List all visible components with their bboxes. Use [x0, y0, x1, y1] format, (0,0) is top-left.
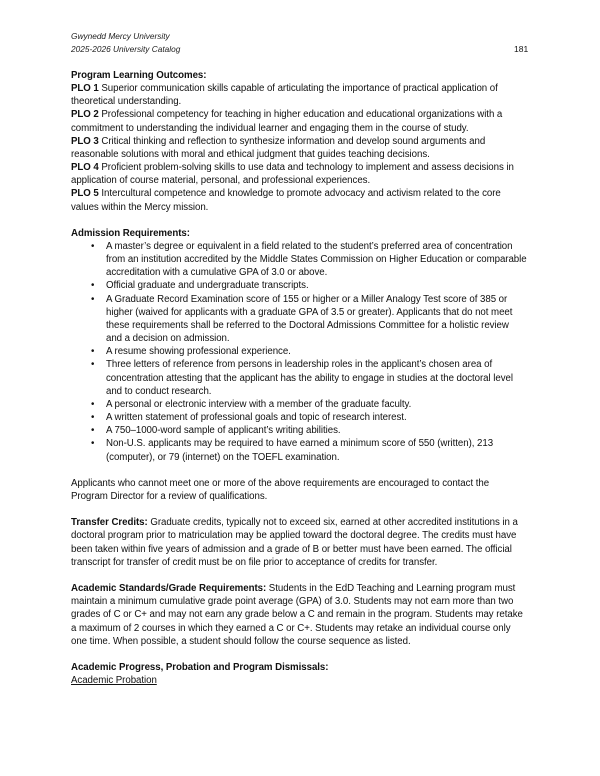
transfer-label: Transfer Credits:	[71, 517, 148, 529]
list-item: • A written statement of professional goals and topic of research interest.	[106, 411, 527, 424]
standards-label: Academic Standards/Grade Requirements:	[71, 583, 267, 595]
admission-requirements	[71, 227, 527, 503]
plo-text: Professional competency for teaching in higher education and educational organizations with a commitment to understanding the individual learner and engaging them in the course of study.	[71, 109, 503, 134]
plo-label: PLO 2	[71, 109, 99, 121]
plo-text: Proficient problem-solving skills to use data and technology to implement and assess decisions in application of course material, personal, and professional experiences.	[71, 162, 514, 187]
university-name: Gwynedd Mercy University	[71, 31, 170, 41]
admission-heading: Admission Requirements:	[71, 227, 190, 239]
list-item: • A 750–1000-word sample of applicant’s writing abilities.	[106, 424, 527, 437]
plo-item	[71, 187, 527, 213]
page-body	[71, 69, 527, 687]
plo-label: PLO 1	[71, 83, 99, 95]
plo-text: Intercultural competence and knowledge to promote advocacy and activism related to the core values within the Mercy mission.	[71, 188, 501, 213]
list-item: • Three letters of reference from persons in leadership roles in the applicant’s chosen area of concentration attesting that the applicant has the ability to engage in studies at the doctoral level and to conduct research.	[106, 358, 527, 397]
catalog-title: 2025-2026 University Catalog	[71, 44, 181, 54]
plo-label: PLO 5	[71, 188, 99, 200]
list-item: • A Graduate Record Examination score of 155 or higher or a Miller Analogy Test score of 385 or higher (waived for applicants with a graduate GPA of 3.5 or greater). Applicants that do not meet these requirements shall be referred to the Doctoral Admissions Committee for a holistic review and a decision on admission.	[106, 293, 527, 346]
admission-note: Applicants who cannot meet one or more of the above requirements are encouraged to contact the Program Director for a review of qualifications.	[71, 477, 490, 502]
plo-text: Superior communication skills capable of articulating the importance of practical application of theoretical understanding.	[71, 83, 498, 108]
plo-item	[71, 108, 527, 134]
admission-list	[71, 240, 527, 464]
plo-item	[71, 82, 527, 108]
list-item: • Non-U.S. applicants may be required to have earned a minimum score of 550 (written), 213 (computer), or 79 (internet) on the TOEFL examination.	[106, 437, 527, 463]
transfer-credits	[71, 516, 527, 569]
plo-heading: Program Learning Outcomes:	[71, 70, 207, 81]
probation-subheading: Academic Probation	[71, 675, 157, 687]
list-item: • A master’s degree or equivalent in a field related to the student’s preferred area of concentration from an institution accredited by the Middle States Commission on Higher Education or comparable accreditation with a cumulative GPA of 3.0 or above.	[106, 240, 527, 279]
plo-label: PLO 3	[71, 135, 99, 147]
plo-item	[71, 161, 527, 187]
plo-label: PLO 4	[71, 162, 99, 174]
running-header	[71, 30, 180, 56]
plo-text: Critical thinking and reflection to synthesize information and develop sound arguments and reasonable solutions with moral and ethical judgment that guides teaching decisions.	[71, 135, 486, 160]
progress-heading: Academic Progress, Probation and Program Dismissals:	[71, 661, 329, 673]
list-item: • A resume showing professional experience.	[106, 345, 527, 358]
standards-text: Students in the EdD Teaching and Learning program must maintain a minimum cumulative grade point average (GPA) of 3.0. Students may not earn more than two grades of C or C+ and may not earn any grade below a C and remain in the program. Students may retake a maximum of 2 courses in which they earned a C or C+. Students may retake an individual course only one time. When possible, a student should follow the course sequence as listed.	[71, 583, 523, 647]
page-number: 181	[514, 44, 529, 54]
program-learning-outcomes	[71, 69, 527, 214]
transfer-text: Graduate credits, typically not to exceed six, earned at other accredited institutions in a doctoral program prior to matriculation may be applied toward the doctoral degree. The credits must have been taken within five years of admission and a grade of B or better must have been earned. The official transcript for transfer of credit must be on file prior to acceptance of credits for transfer.	[71, 517, 518, 568]
list-item: • Official graduate and undergraduate transcripts.	[106, 279, 527, 292]
plo-item	[71, 135, 527, 161]
list-item: • A personal or electronic interview with a member of the graduate faculty.	[106, 398, 527, 411]
academic-standards	[71, 582, 527, 648]
